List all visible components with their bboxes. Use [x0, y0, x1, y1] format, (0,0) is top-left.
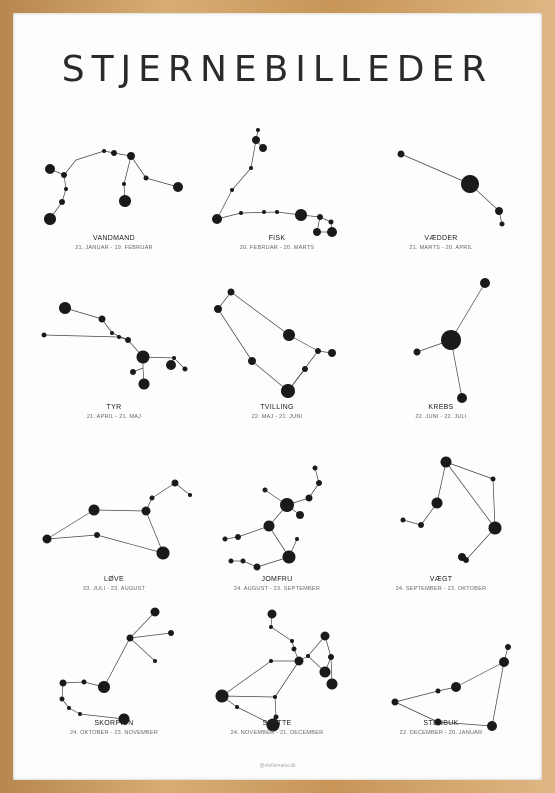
- constellation-name: TVILLING: [260, 404, 294, 411]
- constellation-name: LØVE: [104, 576, 124, 583]
- constellation-dates: 24. SEPTEMBER - 23. OKTOBER: [395, 586, 487, 592]
- constellation-tvilling: [189, 293, 365, 473]
- constellation-dates: 22. JUNI - 22. JULI: [415, 414, 467, 420]
- constellation-name: TYR: [106, 404, 122, 411]
- constellation-name: VÆDDER: [424, 235, 458, 242]
- constellation-skorpion: [26, 609, 202, 789]
- tvilling-star-map: [189, 293, 365, 408]
- constellation-dates: 21. APRIL - 21. MAJ: [86, 414, 142, 420]
- constellation-name: JOMFRU: [261, 576, 293, 583]
- vaegt-star-map: [353, 465, 529, 580]
- krebs-star-map: [353, 293, 529, 408]
- constellation-dates: 21. MARTS - 20. APRIL: [409, 245, 473, 251]
- vandmand-star-map: [26, 124, 202, 239]
- constellation-name: VÆGT: [429, 576, 453, 583]
- constellation-vandmand: [26, 124, 202, 304]
- tyr-star-map: [26, 293, 202, 408]
- constellation-skytte: [189, 609, 365, 789]
- constellation-vaedder: [353, 124, 529, 304]
- constellation-dates: 24. OKTOBER - 23. NOVEMBER: [69, 730, 159, 736]
- constellation-name: SKORPION: [94, 720, 134, 727]
- skytte-star-map: [189, 609, 365, 724]
- stenbuk-star-map: [353, 609, 529, 724]
- constellation-dates: 24. NOVEMBER - 21. DECEMBER: [230, 730, 324, 736]
- constellation-dates: 21. JANUAR - 19. FEBRUAR: [75, 245, 153, 251]
- constellation-dates: 20. FEBRUAR - 20. MARTS: [239, 245, 315, 251]
- constellation-name: SKYTTE: [262, 720, 292, 727]
- credit-text: @stellamaria.dk: [259, 763, 296, 769]
- constellation-dates: 24. AUGUST - 23. SEPTEMBER: [233, 586, 321, 592]
- constellation-name: STENBUK: [423, 720, 459, 727]
- constellation-dates: 23. JULI - 23. AUGUST: [82, 586, 146, 592]
- constellation-krebs: [353, 293, 529, 473]
- fisk-star-map: [189, 124, 365, 239]
- vaedder-star-map: [353, 124, 529, 239]
- poster: [13, 13, 542, 780]
- jomfru-star-map: [189, 465, 365, 580]
- constellation-tyr: [26, 293, 202, 473]
- constellation-fisk: [189, 124, 365, 304]
- constellation-dates: 22. MAJ - 21. JUNI: [251, 414, 303, 420]
- skorpion-star-map: [26, 609, 202, 724]
- constellation-name: VANDMAND: [93, 235, 135, 242]
- constellation-stenbuk: [353, 609, 529, 789]
- constellation-name: FISK: [268, 235, 286, 242]
- constellation-dates: 22. DECEMBER - 20. JANUAR: [399, 730, 483, 736]
- loeve-star-map: [26, 465, 202, 580]
- constellation-name: KREBS: [428, 404, 454, 411]
- poster-title: STJERNEBILLEDER: [61, 49, 494, 90]
